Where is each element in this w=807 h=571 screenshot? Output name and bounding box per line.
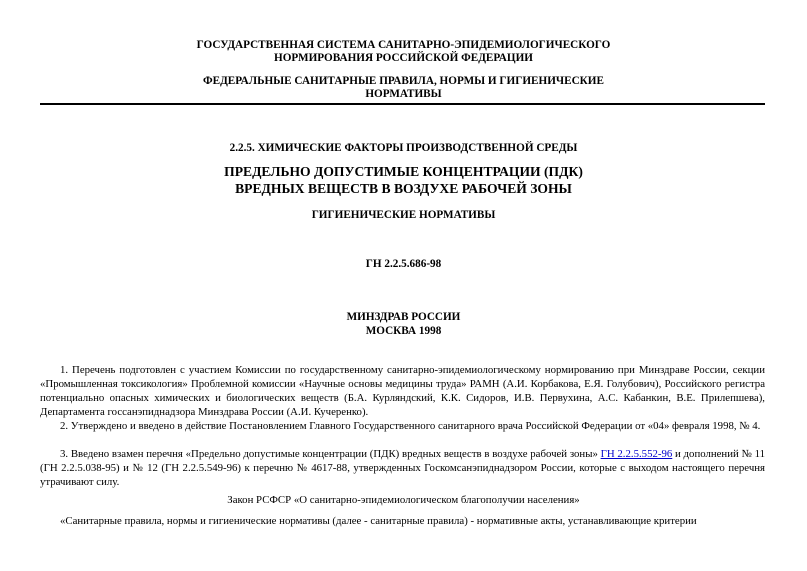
paragraph-3 bbox=[40, 447, 765, 489]
document-subtitle: ГИГИЕНИЧЕСКИЕ НОРМАТИВЫ bbox=[311, 209, 496, 221]
gn-552-96-link[interactable]: ГН 2.2.5.552-96 bbox=[600, 448, 673, 460]
publisher-line2: МОСКВА 1998 bbox=[365, 325, 442, 337]
document-title-line2: ВРЕДНЫХ ВЕЩЕСТВ В ВОЗДУХЕ РАБОЧЕЙ ЗОНЫ bbox=[235, 181, 572, 196]
paragraph-1-text: 1. Перечень подготовлен с участием Комиссии по государственному санитарно-эпидемиологическому нормированию при Минздраве России, секции «Промышленная токсикология» Проблемной комиссии «Научные основы медицины труда» РАМН (А.И. Корбакова, Е.Я. Голубович), Российского регистра потенциально опасных химических и биологических веществ (Б.А. Курляндский, К.К. Сидоров, И.В. Первухина, А.С. Кабанкин, В.Е. Прилепшева), Департамента госсанэпиднадзора Минздрава России (А.И. Кучеренко). bbox=[40, 364, 765, 418]
paragraph-4 bbox=[40, 514, 765, 528]
document-title-line1: ПРЕДЕЛЬНО ДОПУСТИМЫЕ КОНЦЕНТРАЦИИ (ПДК) bbox=[224, 164, 583, 179]
paragraph-2 bbox=[40, 419, 765, 433]
paragraph-2-text: 2. Утверждено и введено в действие Постановлением Главного Государственного санитарного врача Российской Федерации от «04» февраля 1998, № 4. bbox=[60, 420, 761, 432]
paragraph-3-text-start: 3. Введено взамен перечня «Предельно допустимые концентрации (ПДК) вредных веществ в воздухе рабочей зоны» bbox=[60, 448, 601, 460]
publisher-line1: МИНЗДРАВ РОССИИ bbox=[346, 311, 461, 323]
header-divider bbox=[40, 103, 765, 105]
document-code: ГН 2.2.5.686-98 bbox=[365, 258, 442, 270]
paragraph-4-text: «Санитарные правила, нормы и гигиенические нормативы (далее - санитарные правила) - нормативные акты, устанавливающие критерии bbox=[60, 515, 697, 527]
paragraph-3-text-end: и дополнений № 11 (ГН 2.2.5.038-95) и № 12 (ГН 2.2.5.549-96) к перечню № 4617-88, утвержденных Госкомсанэпиднадзором России, которые с выходом настоящего перечня утрачивают силу. bbox=[40, 448, 765, 488]
header-system-line2: НОРМИРОВАНИЯ РОССИЙСКОЙ ФЕДЕРАЦИИ bbox=[274, 52, 533, 64]
header-system-line1: ГОСУДАРСТВЕННАЯ СИСТЕМА САНИТАРНО-ЭПИДЕМИОЛОГИЧЕСКОГО bbox=[196, 39, 611, 51]
paragraph-1 bbox=[40, 363, 765, 419]
section-heading: 2.2.5. ХИМИЧЕСКИЕ ФАКТОРЫ ПРОИЗВОДСТВЕННОЙ СРЕДЫ bbox=[229, 142, 578, 154]
header-rules-line1: ФЕДЕРАЛЬНЫЕ САНИТАРНЫЕ ПРАВИЛА, НОРМЫ И ГИГИЕНИЧЕСКИЕ bbox=[203, 75, 604, 87]
law-title: Закон РСФСР «О санитарно-эпидемиологическом благополучии населения» bbox=[227, 494, 580, 506]
header-rules-line2: НОРМАТИВЫ bbox=[365, 88, 442, 100]
